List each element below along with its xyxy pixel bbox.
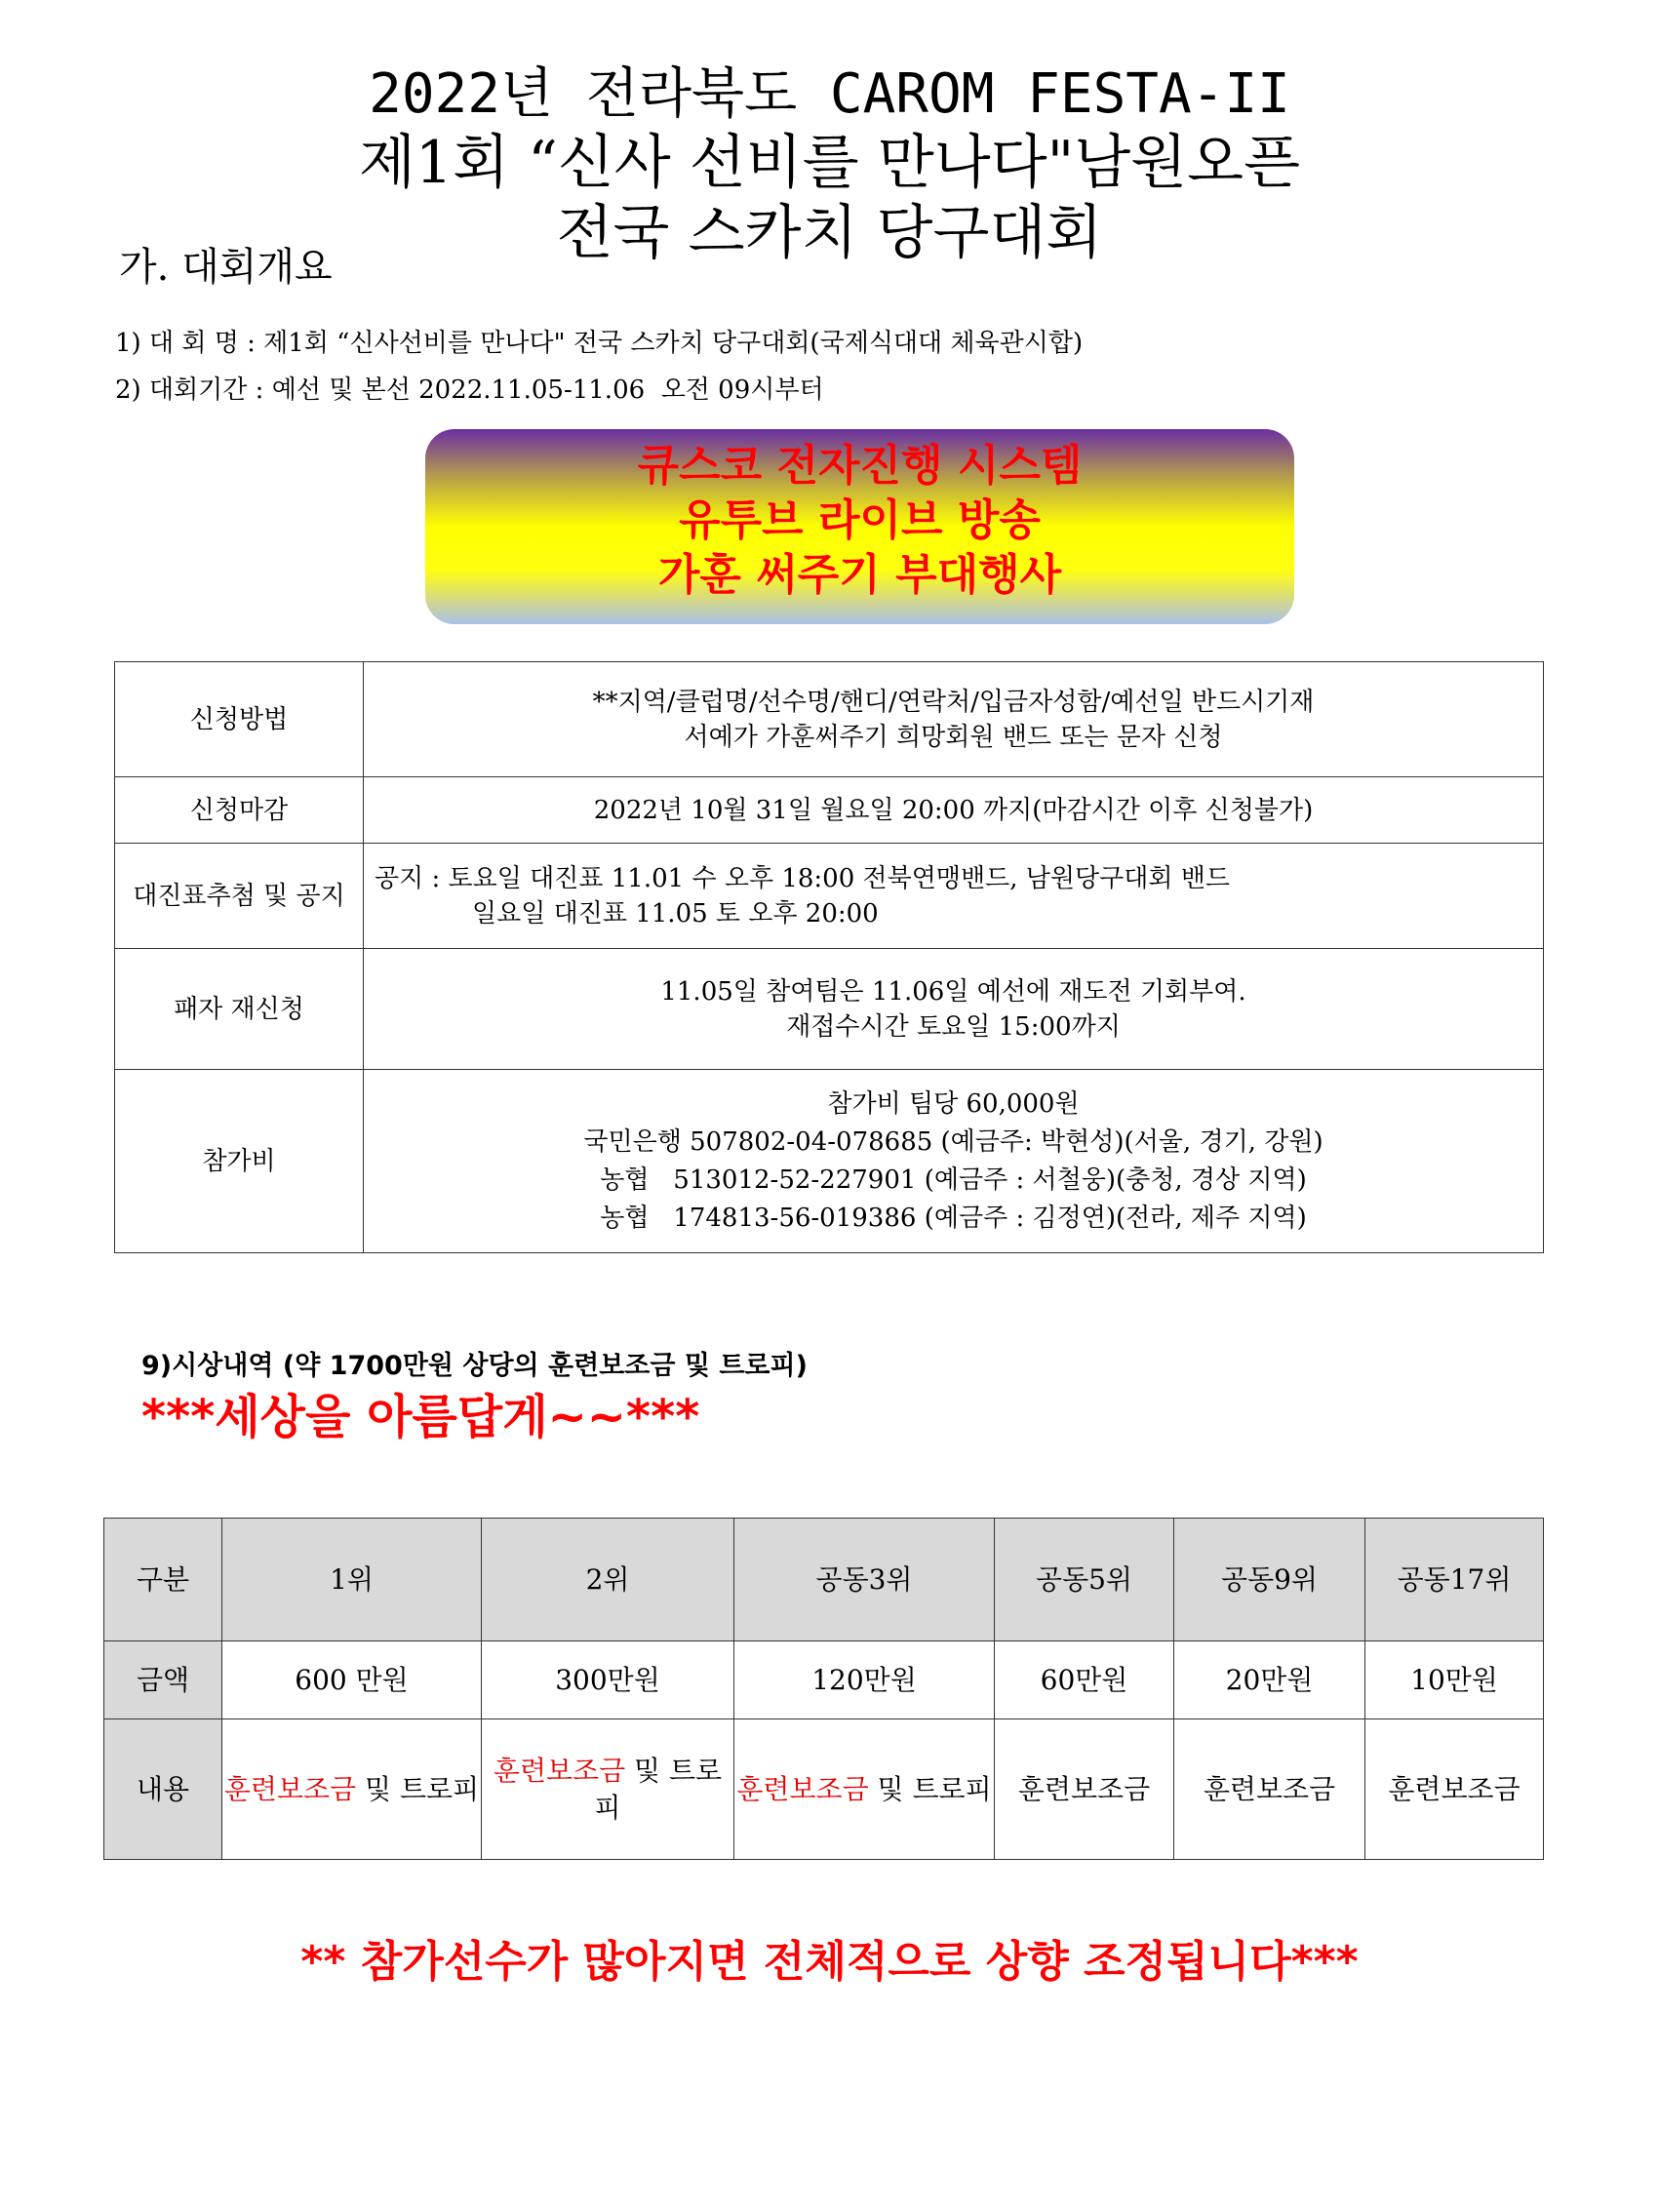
content-cell <box>995 1719 1174 1860</box>
content-highlight: 훈련보조금 <box>223 1772 357 1805</box>
content-cell <box>222 1719 482 1860</box>
content-text: 및 트로피 <box>594 1754 723 1824</box>
table-row <box>115 949 1544 1070</box>
info-table <box>114 661 1544 1253</box>
row-label: 참가비 <box>115 1070 364 1253</box>
prize-table <box>103 1518 1544 1860</box>
row-value <box>364 662 1544 777</box>
header-cell: 1위 <box>222 1519 482 1641</box>
row-value <box>364 1070 1544 1253</box>
value-line: 재접수시간 토요일 15:00까지 <box>786 1011 1121 1042</box>
title-line-2: 제1회 “신사 선비를 만나다"남원오픈 <box>358 129 1301 197</box>
value-line: 농협 513012-52-227901 (예금주 : 서철웅)(충청, 경상 지역) <box>600 1165 1307 1195</box>
content-cell <box>1365 1719 1544 1860</box>
footer-notice: ** 참가선수가 많아지면 전체적으로 상향 조정됩니다*** <box>300 1937 1359 1987</box>
content-text: 훈련보조금 <box>1388 1772 1521 1805</box>
banner-line-1: 큐스코 전자진행 시스템 <box>637 441 1083 491</box>
header-cell: 2위 <box>482 1519 734 1641</box>
value-line: 11.05일 참여팀은 11.06일 예선에 재도전 기회부여. <box>660 976 1246 1007</box>
amount-label: 금액 <box>104 1641 222 1719</box>
row-label: 패자 재신청 <box>115 949 364 1070</box>
section-heading: 가. 대회개요 <box>119 245 333 290</box>
table-row <box>115 844 1544 949</box>
row-value <box>364 949 1544 1070</box>
content-cell <box>482 1719 734 1860</box>
row-label: 신청방법 <box>115 662 364 777</box>
header-cell: 공동17위 <box>1365 1519 1544 1641</box>
content-label: 내용 <box>104 1719 222 1860</box>
row-label: 대진표추첨 및 공지 <box>115 844 364 949</box>
content-highlight: 훈련보조금 <box>493 1754 626 1787</box>
value-line: 2022년 10월 31일 월요일 20:00 까지(마감시간 이후 신청불가) <box>593 795 1314 825</box>
content-text: 및 트로피 <box>356 1772 480 1805</box>
table-row <box>115 777 1544 844</box>
table-row <box>115 1070 1544 1253</box>
value-line: **지역/클럽명/선수명/핸디/연락처/입금자성함/예선일 반드시기재 <box>592 687 1315 717</box>
content-cell <box>1174 1719 1365 1860</box>
overview-item-2: 2) 대회기간 : 예선 및 본선 2022.11.05-11.06 오전 09시부터 <box>115 375 824 405</box>
content-cell <box>734 1719 995 1860</box>
amount-cell: 600 만원 <box>222 1641 482 1719</box>
header-cell: 공동5위 <box>995 1519 1174 1641</box>
value-line: 국민은행 507802-04-078685 (예금주: 박현성)(서울, 경기, 강원) <box>583 1126 1323 1157</box>
row-value <box>364 844 1544 949</box>
amount-cell: 300만원 <box>482 1641 734 1719</box>
slogan: ***세상을 아름답게~~*** <box>141 1390 700 1444</box>
amount-cell: 20만원 <box>1174 1641 1365 1719</box>
table-row <box>104 1719 1544 1860</box>
amount-cell: 60만원 <box>995 1641 1174 1719</box>
value-line: 공지 : 토요일 대진표 11.01 수 오후 18:00 전북연맹밴드, 남원당구대회 밴드 <box>375 863 1230 893</box>
value-line: 서예가 가훈써주기 희망회원 밴드 또는 문자 신청 <box>684 722 1223 752</box>
banner-line-2: 유투브 라이브 방송 <box>679 495 1041 545</box>
table-row <box>104 1519 1544 1641</box>
table-row <box>104 1641 1544 1719</box>
content-highlight: 훈련보조금 <box>736 1772 869 1805</box>
amount-cell: 120만원 <box>734 1641 995 1719</box>
value-line: 농협 174813-56-019386 (예금주 : 김정연)(전라, 제주 지역) <box>600 1203 1307 1233</box>
header-cell: 공동9위 <box>1174 1519 1365 1641</box>
row-value <box>364 777 1544 844</box>
value-line: 일요일 대진표 11.05 토 오후 20:00 <box>472 898 879 928</box>
title-line-1: 2022년 전라북도 CAROM FESTA-II <box>369 62 1290 126</box>
content-text: 훈련보조금 <box>1017 1772 1151 1805</box>
banner-line-3: 가훈 써주기 부대행사 <box>657 550 1062 600</box>
content-text: 및 트로피 <box>868 1772 992 1805</box>
amount-cell: 10만원 <box>1365 1641 1544 1719</box>
row-label: 신청마감 <box>115 777 364 844</box>
title-line-3: 전국 스카치 당구대회 <box>556 199 1103 267</box>
content-text: 훈련보조금 <box>1203 1772 1336 1805</box>
header-cell: 구분 <box>104 1519 222 1641</box>
value-line: 참가비 팀당 60,000원 <box>827 1088 1080 1119</box>
prize-heading: 9)시상내역 (약 1700만원 상당의 훈련보조금 및 트로피) <box>141 1351 808 1381</box>
header-cell: 공동3위 <box>734 1519 995 1641</box>
table-row <box>115 662 1544 777</box>
promo-banner <box>425 429 1294 624</box>
overview-item-1: 1) 대 회 명 : 제1회 “신사선비를 만나다" 전국 스카치 당구대회(국제식대대 체육관시합) <box>115 329 1084 358</box>
